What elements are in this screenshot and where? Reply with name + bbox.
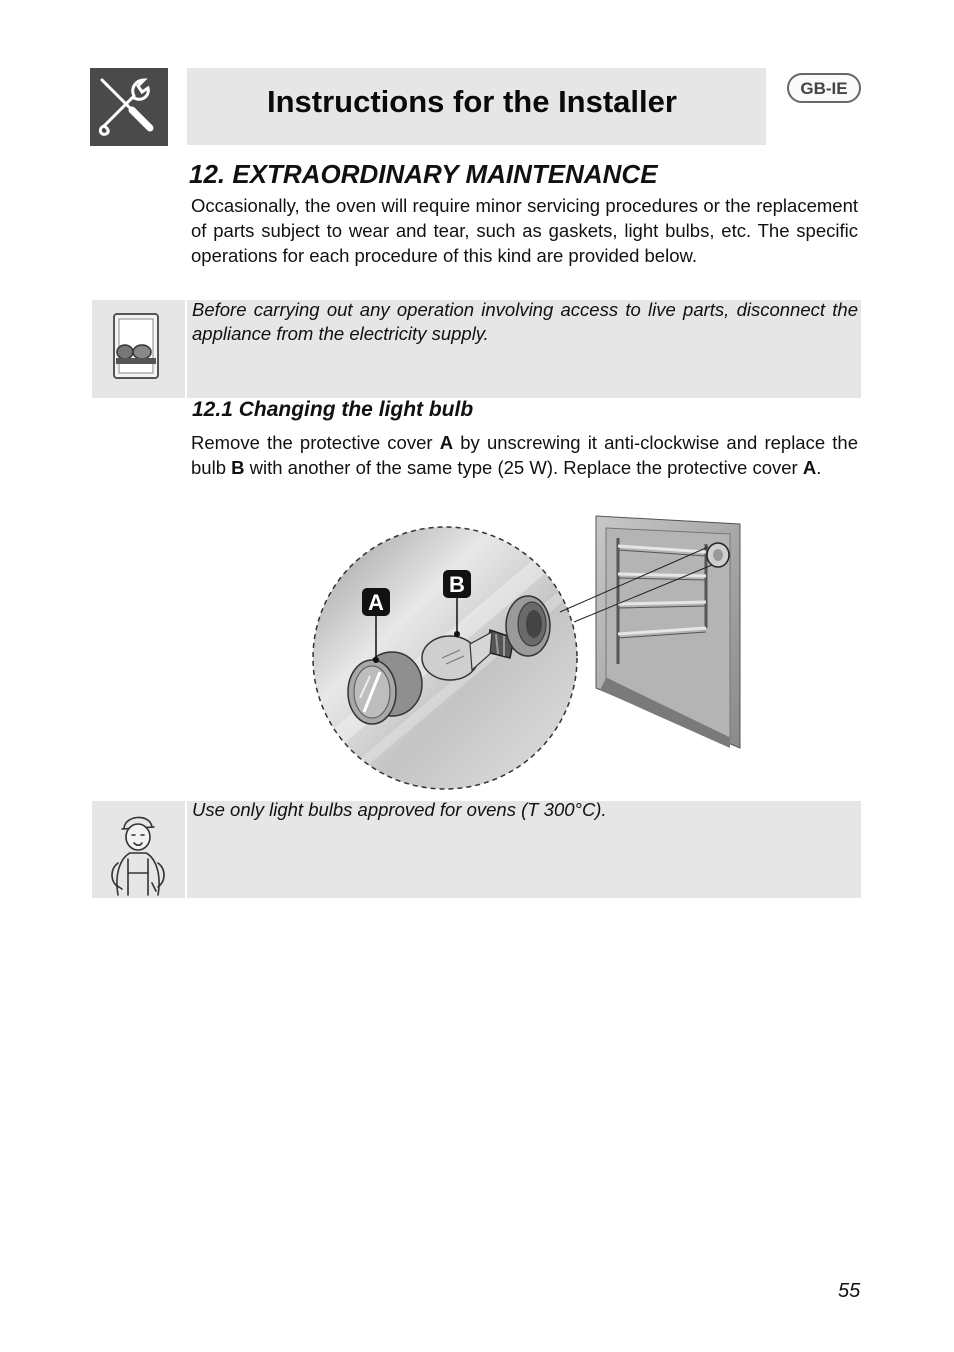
label-a-ref: A (439, 432, 454, 453)
instruction-text: Remove the protective cover (191, 432, 440, 453)
tip-note-text: Use only light bulbs approved for ovens (T 300°C). (192, 799, 607, 820)
label-b-text: B (449, 572, 465, 597)
tool-icon-box (90, 68, 168, 146)
instruction-text: with another of the same type (25 W). Replace the protective cover (244, 457, 803, 478)
wrench-screwdriver-icon (90, 68, 168, 146)
page-title: Instructions for the Installer (267, 84, 677, 119)
label-a-ref: A (802, 457, 817, 478)
electric-socket-icon (92, 300, 185, 398)
light-bulb-figure (300, 512, 750, 794)
section-title: 12. EXTRAORDINARY MAINTENANCE (189, 159, 658, 189)
language-badge: GB-IE (787, 73, 861, 103)
technician-icon (92, 801, 185, 898)
bulb-instructions (191, 430, 858, 480)
oven-bulb-illustration (300, 512, 750, 794)
bulb-socket (506, 596, 550, 656)
warning-icon-box (92, 300, 185, 398)
label-b-ref: B (231, 457, 245, 478)
intro-paragraph: Occasionally, the oven will require minor servicing procedures or the replacement of parts subject to wear and tear, such as gaskets, light bulbs, etc. The specific operations for each procedure of this kind are provided below. (191, 195, 858, 266)
tip-icon-box (92, 801, 185, 898)
instruction-text: by unscrewing it anti-clockwise and replace the bulb (191, 432, 859, 478)
warning-note-text: Before carrying out any operation involving access to live parts, disconnect the appliance from the electricity supply. (192, 299, 858, 344)
label-a-text: A (368, 590, 384, 615)
subsection-title: 12.1 Changing the light bulb (192, 398, 474, 421)
oven-cavity (596, 516, 740, 748)
page-number: 55 (838, 1280, 861, 1302)
instruction-text: . (816, 457, 822, 478)
